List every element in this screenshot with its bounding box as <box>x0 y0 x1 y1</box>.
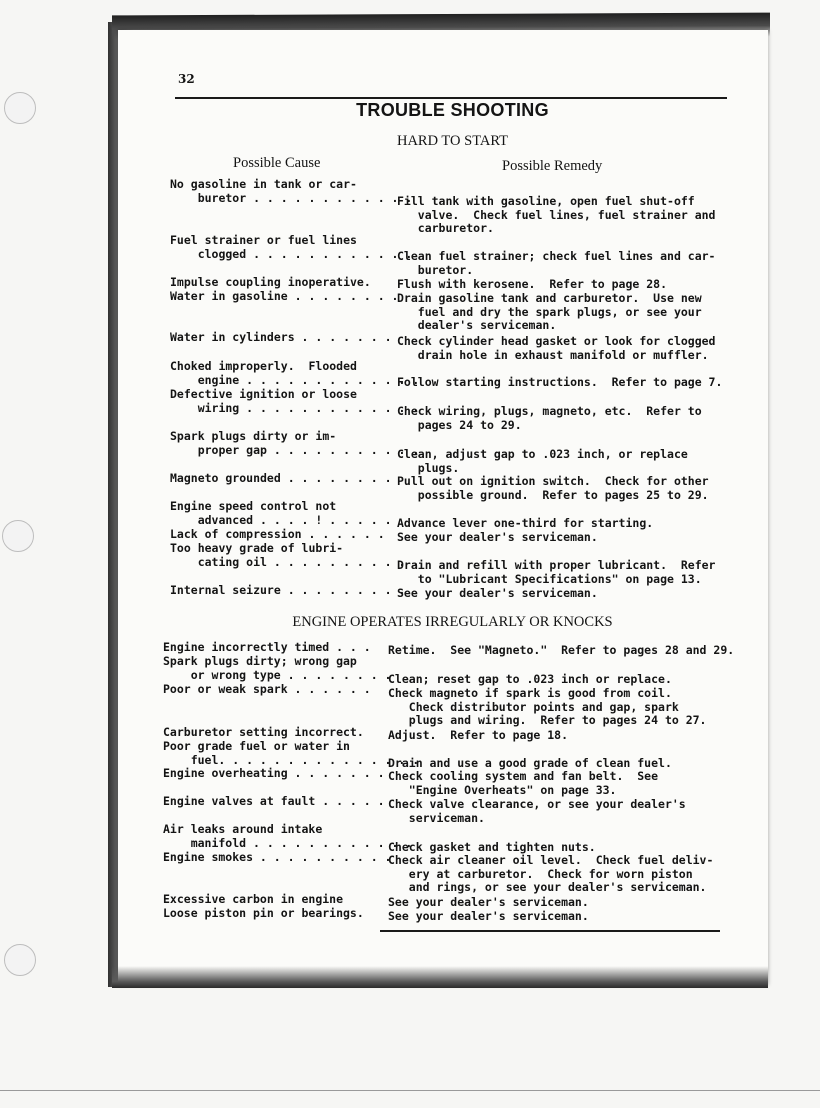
cause-text: Engine smokes . . . . . . . . . . <box>163 850 392 864</box>
cause-text: Air leaks around intake manifold . . . . . . . . . . . . <box>163 822 413 850</box>
remedy-text: See your dealer's serviceman. <box>388 909 589 923</box>
remedy-text: Check gasket and tighten nuts. <box>388 840 596 854</box>
remedy-text: Check cooling system and fan belt. See "Engine Overheats" on page 33. <box>388 769 659 797</box>
section-heading-hard-to-start: HARD TO START <box>396 133 509 149</box>
remedy-text: Follow starting instructions. Refer to page 7. <box>397 375 723 389</box>
remedy-text: Advance lever one-third for starting. <box>397 516 654 530</box>
footer-rule <box>380 930 720 932</box>
cause-text: Fuel strainer or fuel lines clogged . . . . . . . . . . . . <box>170 233 413 261</box>
remedy-text: Clean; reset gap to .023 inch or replace. <box>388 672 672 686</box>
remedy-text: Check valve clearance, or see your dealer's serviceman. <box>388 797 686 825</box>
remedy-text: Adjust. Refer to page 18. <box>388 728 569 742</box>
cause-text: Spark plugs dirty; wrong gap or wrong type . . . . . . . . <box>163 654 392 682</box>
remedy-text: Check wiring, plugs, magneto, etc. Refer to pages 24 to 29. <box>397 404 702 432</box>
cause-text: Water in gasoline . . . . . . . . <box>170 289 399 303</box>
remedy-text: Clean, adjust gap to .023 inch, or replace plugs. <box>397 447 688 475</box>
cause-text: Engine incorrectly timed . . . <box>163 640 371 654</box>
remedy-text: Check cylinder head gasket or look for clogged drain hole in exhaust manifold or muffler. <box>397 334 716 362</box>
remedy-text: Drain gasoline tank and carburetor. Use new fuel and dry the spark plugs, or see your dealer's serviceman. <box>397 291 702 332</box>
cause-text: No gasoline in tank or car- buretor . . . . . . . . . . . . <box>170 177 413 205</box>
remedy-text: Check magneto if spark is good from coil. Check distributor points and gap, spark plugs and wiring. Refer to pages 24 to 27. <box>388 686 707 727</box>
cause-text: Impulse coupling inoperative. <box>170 275 371 289</box>
cause-text: Water in cylinders . . . . . . . <box>170 330 392 344</box>
remedy-text: Check air cleaner oil level. Check fuel deliv- ery at carburetor. Check for worn piston and rings, or see your dealer's serviceman. <box>388 853 714 894</box>
remedy-text: Pull out on ignition switch. Check for other possible ground. Refer to pages 25 to 29. <box>397 474 709 502</box>
page-number: 32 <box>178 72 195 86</box>
cause-text: Loose piston pin or bearings. <box>163 906 364 920</box>
cause-text: Excessive carbon in engine <box>163 892 344 906</box>
remedy-text: Retime. See "Magneto." Refer to pages 28 and 29. <box>388 643 735 657</box>
remedy-text: See your dealer's serviceman. <box>397 530 598 544</box>
remedy-text: Fill tank with gasoline, open fuel shut-off valve. Check fuel lines, fuel strainer and carburetor. <box>397 194 716 235</box>
cause-text: Defective ignition or loose wiring . . . . . . . . . . . . . <box>170 387 420 415</box>
cause-text: Too heavy grade of lubri- cating oil . . . . . . . . . . . <box>170 541 420 569</box>
cause-text: Choked improperly. Flooded engine . . . . . . . . . . . . . <box>170 359 420 387</box>
remedy-text: Clean fuel strainer; check fuel lines and car- buretor. <box>397 249 716 277</box>
cause-text: Engine overheating . . . . . . . <box>163 766 385 780</box>
remedy-text: Drain and refill with proper lubricant. Refer to "Lubricant Specifications" on page 13. <box>397 558 716 586</box>
header-rule <box>175 97 727 99</box>
cause-text: Spark plugs dirty or im- proper gap . . . . . . . . . . . <box>170 429 420 457</box>
cause-text: Poor or weak spark . . . . . . <box>163 682 371 696</box>
section-heading-engine-operates-irregularly: ENGINE OPERATES IRREGULARLY OR KNOCKS <box>292 614 613 630</box>
remedy-text: See your dealer's serviceman. <box>388 895 589 909</box>
cause-text: Engine speed control not advanced . . . . ! . . . . . <box>170 499 392 527</box>
cause-text: Engine valves at fault . . . . . <box>163 794 385 808</box>
remedy-text: Flush with kerosene. Refer to page 28. <box>397 277 668 291</box>
cause-text: Lack of compression . . . . . . <box>170 527 385 541</box>
cause-text: Carburetor setting incorrect. <box>163 725 364 739</box>
cause-text: Poor grade fuel or water in fuel. . . . . . . . . . . . . . . <box>163 739 420 767</box>
remedy-text: See your dealer's serviceman. <box>397 586 598 600</box>
cause-text: Internal seizure . . . . . . . . . <box>170 583 406 597</box>
cause-column-header: Possible Cause <box>233 155 321 171</box>
remedy-column-header: Possible Remedy <box>502 158 603 174</box>
page-title: TROUBLE SHOOTING <box>356 100 549 120</box>
remedy-text: Drain and use a good grade of clean fuel. <box>388 756 672 770</box>
cause-text: Magneto grounded . . . . . . . . <box>170 471 392 485</box>
